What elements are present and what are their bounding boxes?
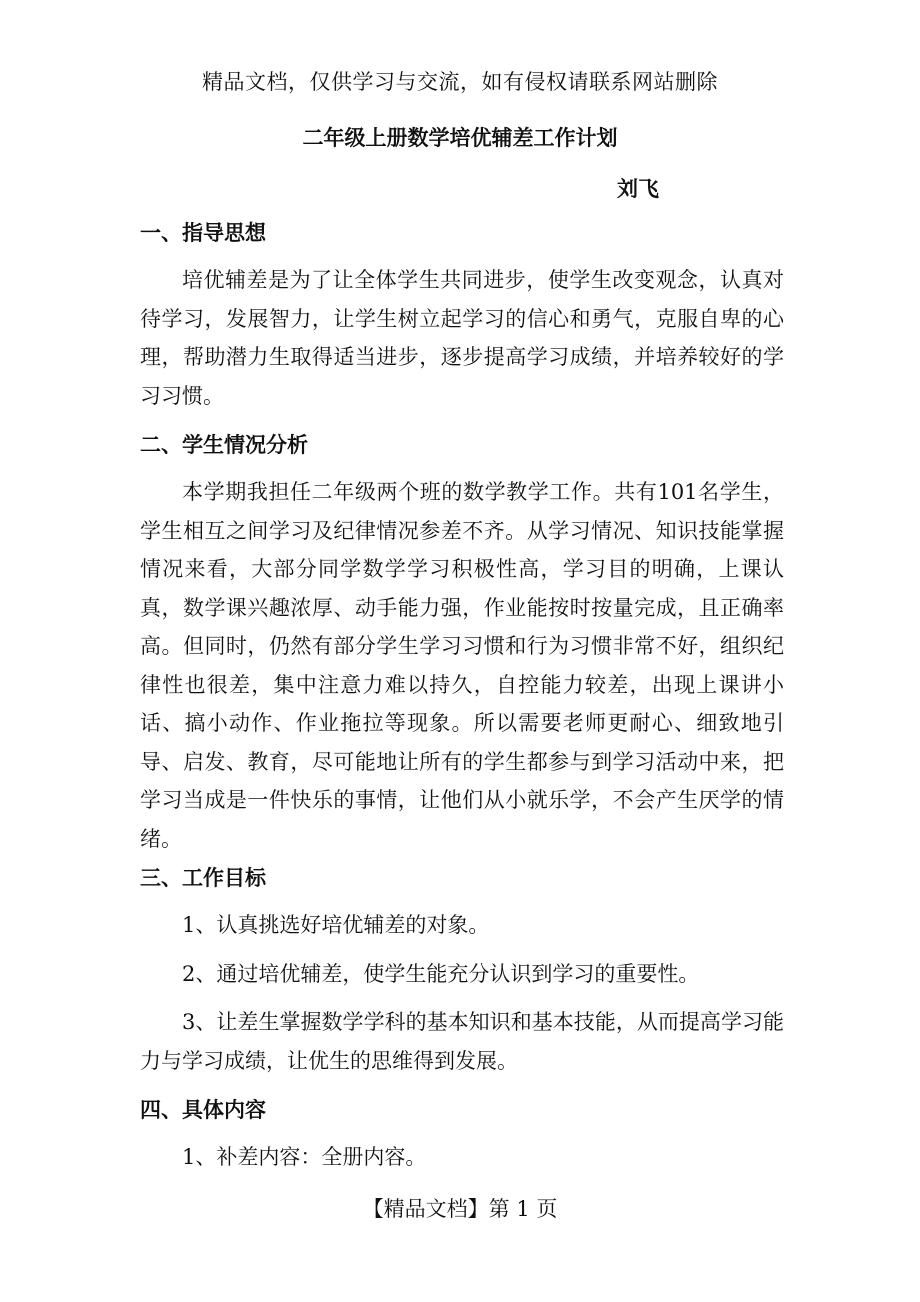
section-heading: 四、具体内容 — [140, 1098, 266, 1122]
document-author: 刘飞 — [617, 177, 659, 201]
section-paragraph: 本学期我担任二年级两个班的数学教学工作。共有101名学生，学生相互之间学习及纪律情况参差不齐。从学习情况、知识技能掌握情况来看，大部分同学数学学习积极性高，学习目的明确，上课认真，数学课兴趣浓厚、动手能力强，作业能按时按量完成，且正确率高。但同时，仍然有部分学生学习习惯和行为习惯非常不好，组织纪律性也很差，集中注意力难以持久，自控能力较差，出现上课讲小话、搞小动作、作业拖拉等现象。所以需要老师更耐心、细致地引导、启发、教育，尽可能地让所有的学生都参与到学习活动中来，把学习当成是一件快乐的事情，让他们从小就乐学，不会产生厌学的情绪。 — [140, 480, 784, 851]
goal-item: 3、让差生掌握数学学科的基本知识和基本技能，从而提高学习能力与学习成绩，让优生的思维得到发展。 — [140, 1010, 784, 1073]
section-heading: 三、工作目标 — [140, 866, 266, 890]
document-title: 二年级上册数学培优辅差工作计划 — [302, 126, 618, 150]
page-footer: 【精品文档】第 1 页 — [362, 1197, 558, 1221]
section-heading: 一、指导思想 — [140, 221, 266, 245]
section-paragraph: 培优辅差是为了让全体学生共同进步，使学生改变观念，认真对待学习，发展智力，让学生树立起学习的信心和勇气，克服自卑的心理，帮助潜力生取得适当进步，逐步提高学习成绩，并培养较好的学习习惯。 — [140, 268, 784, 408]
section-heading: 二、学生情况分析 — [140, 433, 308, 457]
content-item: 1、补差内容：全册内容。 — [182, 1145, 427, 1169]
page-header-watermark: 精品文档，仅供学习与交流，如有侵权请联系网站删除 — [202, 70, 718, 94]
goal-item: 1、认真挑选好培优辅差的对象。 — [182, 913, 490, 937]
goal-item: 2、通过培优辅差，使学生能充分认识到学习的重要性。 — [182, 961, 700, 986]
document-body — [140, 213, 784, 1187]
